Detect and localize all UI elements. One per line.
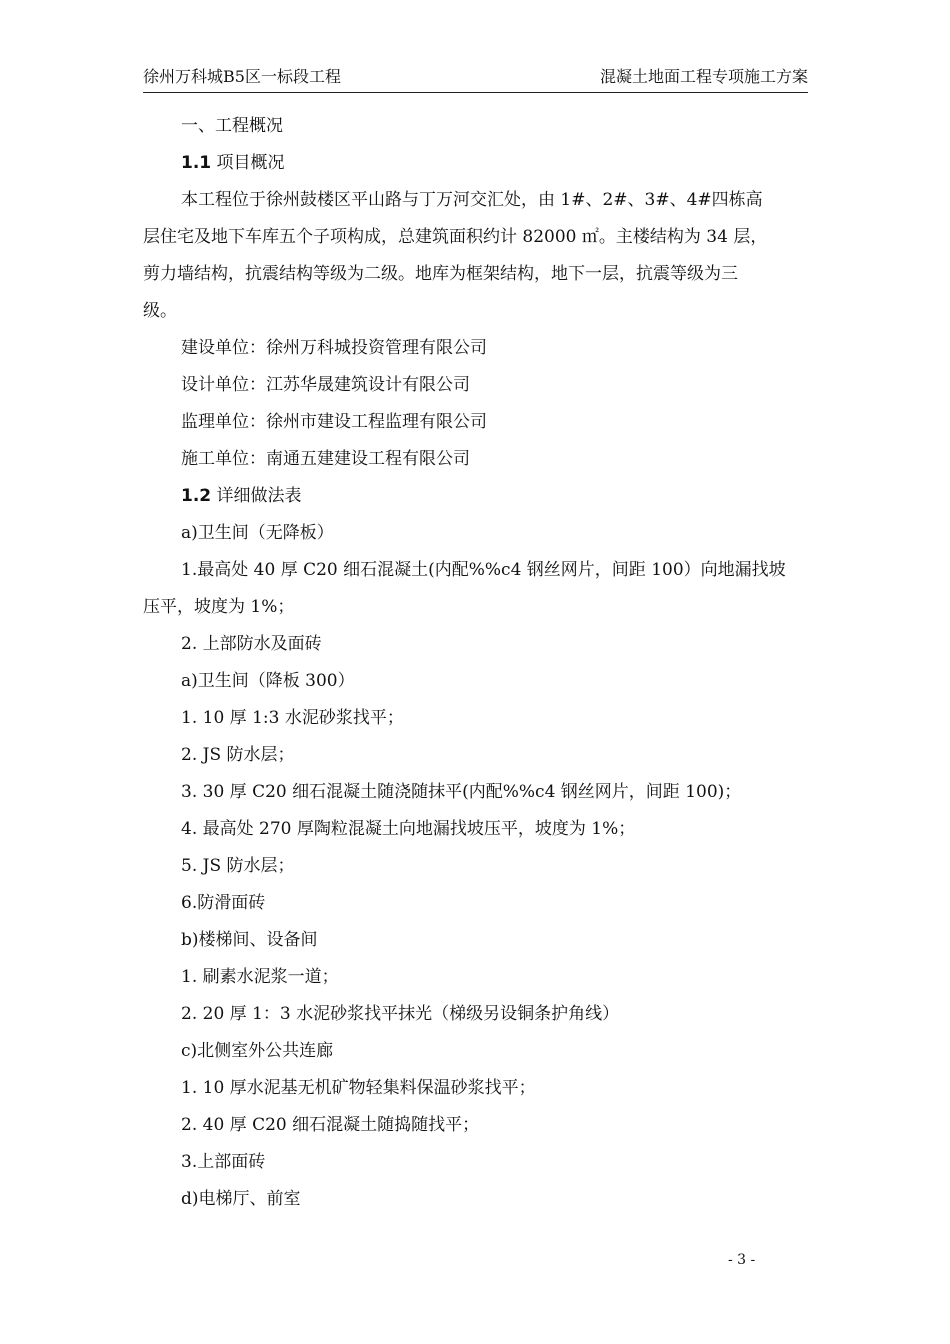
overview-line: 层住宅及地下车库五个子项构成，总建筑面积约计 82000 ㎡。主楼结构为 34 层， (143, 227, 768, 247)
document-body (143, 108, 808, 1218)
list-item: 1. 刷素水泥浆一道； (181, 967, 339, 987)
list-item: 压平，坡度为 1%； (143, 597, 295, 617)
list-item: 3.上部面砖 (181, 1152, 266, 1172)
subsection-number: 1.1 (181, 153, 212, 173)
page-header (143, 62, 808, 93)
list-item: 1. 10 厚 1:3 水泥砂浆找平； (181, 708, 404, 728)
subsection-number: 1.2 (181, 486, 212, 506)
overview-paragraph (143, 182, 808, 330)
list-item: a)卫生间（降板 300） (181, 671, 355, 691)
page-number: - 3 - (728, 1252, 756, 1268)
list-item: 2. JS 防水层； (181, 745, 295, 765)
list-item: 3. 30 厚 C20 细石混凝土随浇随抹平(内配%%c4 钢丝网片，间距 100)； (181, 782, 742, 802)
list-item: 2. 上部防水及面砖 (181, 634, 322, 654)
list-item: 6.防滑面砖 (181, 893, 266, 913)
list-item: 1. 10 厚水泥基无机矿物轻集料保温砂浆找平； (181, 1078, 536, 1098)
list-item: b)楼梯间、设备间 (181, 930, 318, 950)
overview-line: 剪力墙结构，抗震结构等级为二级。地库为框架结构，地下一层，抗震等级为三 (143, 264, 738, 284)
subsection-title: 详细做法表 (216, 486, 302, 506)
header-project-name: 徐州万科城B5区一标段工程 (143, 67, 341, 86)
unit-contractor: 施工单位：南通五建建设工程有限公司 (181, 449, 470, 469)
unit-supervisor: 监理单位：徐州市建设工程监理有限公司 (181, 412, 487, 432)
list-item: 2. 20 厚 1：3 水泥砂浆找平抹光（梯级另设铜条护角线） (181, 1004, 620, 1024)
unit-designer: 设计单位：江苏华晟建筑设计有限公司 (181, 375, 470, 395)
list-item: a)卫生间（无降板） (181, 523, 334, 543)
subsection-heading-1-1 (143, 145, 808, 182)
header-document-title: 混凝土地面工程专项施工方案 (599, 67, 808, 86)
list-item: 2. 40 厚 C20 细石混凝土随捣随找平； (181, 1115, 480, 1135)
list-item: 5. JS 防水层； (181, 856, 295, 876)
list-item: d)电梯厅、前室 (181, 1189, 301, 1209)
list-item: 1.最高处 40 厚 C20 细石混凝土(内配%%c4 钢丝网片，间距 100）向地漏找坡 (181, 560, 786, 580)
subsection-heading-1-2 (143, 478, 808, 515)
list-item: 4. 最高处 270 厚陶粒混凝土向地漏找坡压平，坡度为 1%； (181, 819, 636, 839)
list-item: c)北侧室外公共连廊 (181, 1041, 334, 1061)
overview-line: 级。 (143, 301, 177, 321)
section-title: 一、工程概况 (181, 116, 283, 136)
unit-client: 建设单位：徐州万科城投资管理有限公司 (181, 338, 487, 358)
subsection-title: 项目概况 (216, 153, 285, 173)
overview-line: 本工程位于徐州鼓楼区平山路与丁万河交汇处，由 1#、2#、3#、4#四栋高 (181, 190, 763, 210)
